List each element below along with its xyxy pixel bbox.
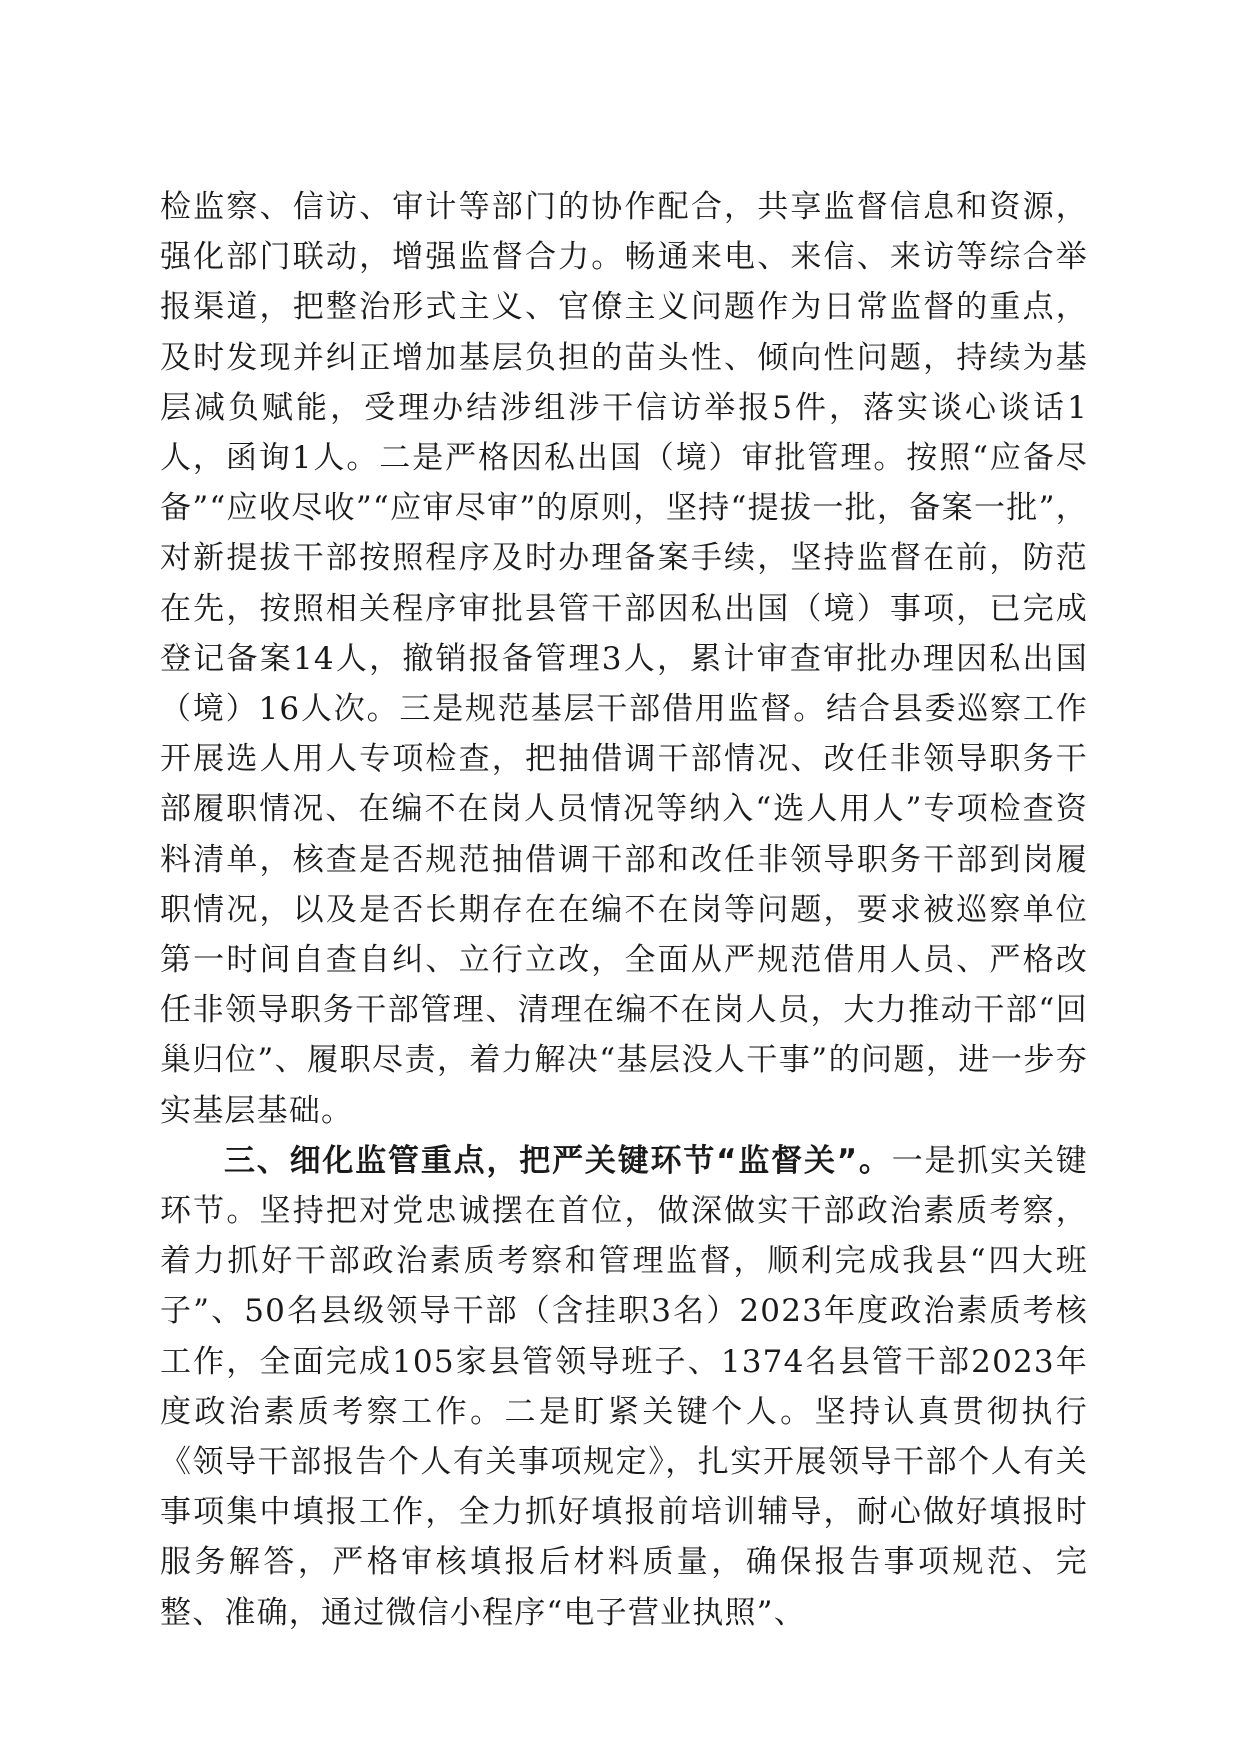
paragraph-supervision-coordination [160, 182, 1088, 1136]
document-body [160, 182, 1088, 1638]
paragraph-text: 检监察、信访、审计等部门的协作配合，共享监督信息和资源，强化部门联动，增强监督合力。畅通来电、来信、来访等综合举报渠道，把整治形式主义、官僚主义问题作为日常监督的重点，及时发现并纠正增加基层负担的苗头性、倾向性问题，持续为基层减负赋能，受理办结涉组涉干信访举报5件，落实谈心谈话1人，函询1人。二是严格因私出国（境）审批管理。按照“应备尽备”“应收尽收”“应审尽审”的原则，坚持“提拔一批，备案一批”，对新提拔干部按照程序及时办理备案手续，坚持监督在前，防范在先，按照相关程序审批县管干部因私出国（境）事项，已完成登记备案14人，撤销报备管理3人，累计审查审批办理因私出国（境）16人次。三是规范基层干部借用监督。结合县委巡察工作开展选人用人专项检查，把抽借调干部情况、改任非领导职务干部履职情况、在编不在岗人员情况等纳入“选人用人”专项检查资料清单，核查是否规范抽借调干部和改任非领导职务干部到岗履职情况，以及是否长期存在在编不在岗等问题，要求被巡察单位第一时间自查自纠、立行立改，全面从严规范借用人员、严格改任非领导职务干部管理、清理在编不在岗人员，大力推动干部“回巢归位”、履职尽责，着力解决“基层没人干事”的问题，进一步夯实基层基础。 [160, 189, 1088, 1129]
section-heading: 三、细化监管重点，把严关键环节“监督关”。 [224, 1142, 892, 1179]
paragraph-section-three [160, 1136, 1088, 1638]
paragraph-text: 一是抓实关键环节。坚持把对党忠诚摆在首位，做深做实干部政治素质考察，着力抓好干部政治素质考察和管理监督，顺利完成我县“四大班子”、50名县级领导干部（含挂职3名）2023年度政治素质考核工作，全面完成105家县管领导班子、1374名县管干部2023年度政治素质考察工作。二是盯紧关键个人。坚持认真贯彻执行《领导干部报告个人有关事项规定》，扎实开展领导干部个人有关事项集中填报工作，全力抓好填报前培训辅导，耐心做好填报时服务解答，严格审核填报后材料质量，确保报告事项规范、完整、准确，通过微信小程序“电子营业执照”、 [160, 1142, 1088, 1631]
